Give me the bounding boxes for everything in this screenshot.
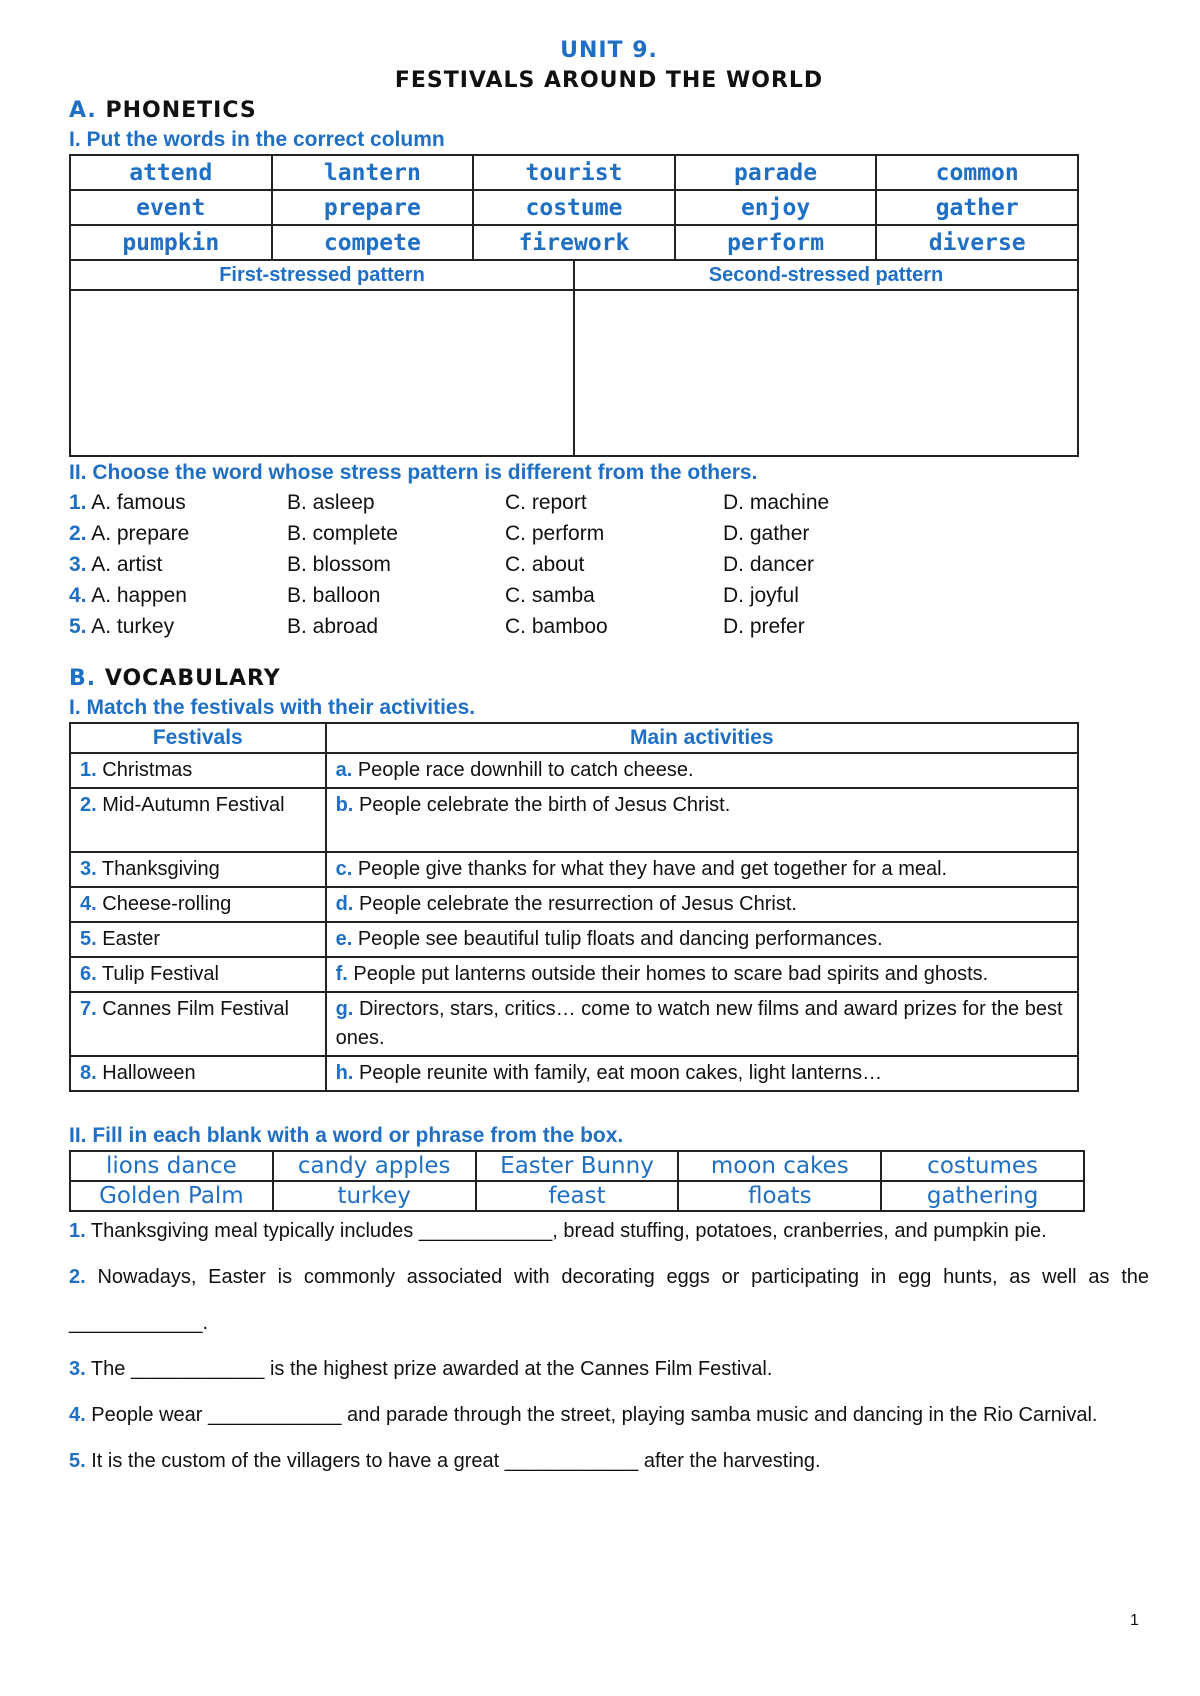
word-cell: attend xyxy=(70,155,272,190)
worksheet-page xyxy=(69,36,1149,1484)
sentence-number: 1. xyxy=(69,1220,86,1242)
sentence xyxy=(69,1254,1149,1346)
festivals-header: Festivals xyxy=(70,723,326,753)
option-c[interactable]: C. report xyxy=(505,491,587,514)
activity-text: People reunite with family, eat moon cakes, light lanterns… xyxy=(358,1062,883,1084)
sentence-text[interactable]: Thanksgiving meal typically includes ____________, bread stuffing, potatoes, cranberries, and pumpkin pie. xyxy=(90,1220,1047,1242)
box-word: moon cakes xyxy=(678,1151,881,1181)
festival-name: Cheese-rolling xyxy=(102,893,232,915)
option-c[interactable]: C. about xyxy=(505,553,585,576)
activity-letter: f. xyxy=(335,963,348,985)
words-table xyxy=(69,154,1079,261)
section-a-letter: A. xyxy=(69,98,97,123)
activity-letter: e. xyxy=(335,928,353,950)
festival-name: Christmas xyxy=(102,759,193,781)
festival-number: 3. xyxy=(80,858,97,880)
match-row xyxy=(70,922,1078,957)
activity-text: People celebrate the resurrection of Jesus Christ. xyxy=(358,893,797,915)
activity-text: People put lanterns outside their homes to scare bad spirits and ghosts. xyxy=(353,963,989,985)
sentence-text[interactable]: The ____________ is the highest prize awarded at the Cannes Film Festival. xyxy=(90,1358,773,1380)
second-stressed-header: Second-stressed pattern xyxy=(574,260,1078,290)
option-b[interactable]: B. complete xyxy=(287,522,398,545)
word-cell: pumpkin xyxy=(70,225,272,260)
section-b-name: VOCABULARY xyxy=(104,666,281,691)
activity-text: People give thanks for what they have and get together for a meal. xyxy=(357,858,948,880)
sentence-number: 5. xyxy=(69,1450,86,1472)
word-cell: tourist xyxy=(473,155,675,190)
activity-letter: a. xyxy=(335,759,353,781)
stress-questions xyxy=(69,487,1149,642)
first-stressed-header: First-stressed pattern xyxy=(70,260,574,290)
sentence xyxy=(69,1208,1149,1254)
sentence-text[interactable]: Nowadays, Easter is commonly associated with decorating eggs or participating in egg hunts, as well as the ____________. xyxy=(69,1266,1150,1334)
sentence-number: 2. xyxy=(69,1266,86,1288)
match-table xyxy=(69,722,1079,1092)
page-number: 1 xyxy=(1130,1612,1139,1629)
activity-text: People race downhill to catch cheese. xyxy=(357,759,694,781)
word-cell: gather xyxy=(876,190,1078,225)
activity-text: People see beautiful tulip floats and dancing performances. xyxy=(357,928,883,950)
second-stressed-answer-cell[interactable] xyxy=(574,290,1078,456)
option-b[interactable]: B. blossom xyxy=(287,553,391,576)
activity-letter: g. xyxy=(335,998,354,1020)
match-row xyxy=(70,788,1078,852)
match-row xyxy=(70,957,1078,992)
festival-number: 6. xyxy=(80,963,97,985)
option-d[interactable]: D. prefer xyxy=(723,615,805,638)
sentence-number: 3. xyxy=(69,1358,86,1380)
option-b[interactable]: B. abroad xyxy=(287,615,379,638)
box-word: costumes xyxy=(881,1151,1084,1181)
section-b-letter: B. xyxy=(69,666,97,691)
festival-number: 4. xyxy=(80,893,97,915)
option-c[interactable]: C. samba xyxy=(505,584,595,607)
box-word: Golden Palm xyxy=(70,1181,273,1211)
festival-number: 7. xyxy=(80,998,97,1020)
fill-in-sentences xyxy=(69,1208,1149,1484)
sentence-text[interactable]: People wear ____________ and parade through the street, playing samba music and dancing in the Rio Carnival. xyxy=(91,1404,1098,1426)
word-box-row xyxy=(70,1181,1084,1211)
festival-name: Cannes Film Festival xyxy=(102,998,289,1020)
match-row xyxy=(70,1056,1078,1091)
box-word: floats xyxy=(678,1181,881,1211)
option-a[interactable]: A. famous xyxy=(91,491,186,514)
word-cell: perform xyxy=(675,225,877,260)
words-row xyxy=(70,190,1078,225)
word-cell: parade xyxy=(675,155,877,190)
festival-number: 8. xyxy=(80,1062,97,1084)
option-b[interactable]: B. asleep xyxy=(287,491,375,514)
stress-pattern-table xyxy=(69,259,1079,457)
option-a[interactable]: A. happen xyxy=(91,584,187,607)
question-row xyxy=(69,611,1149,642)
option-b[interactable]: B. balloon xyxy=(287,584,381,607)
festival-number: 5. xyxy=(80,928,97,950)
question-row xyxy=(69,580,1149,611)
match-row xyxy=(70,992,1078,1056)
option-d[interactable]: D. machine xyxy=(723,491,830,514)
pattern-answer-row xyxy=(70,290,1078,456)
sentence xyxy=(69,1346,1149,1392)
option-c[interactable]: C. perform xyxy=(505,522,605,545)
option-d[interactable]: D. joyful xyxy=(723,584,799,607)
activity-letter: b. xyxy=(335,794,354,816)
box-word: gathering xyxy=(881,1181,1084,1211)
word-cell: enjoy xyxy=(675,190,877,225)
vocabulary-task-2-title: II. Fill in each blank with a word or phrase from the box. xyxy=(69,1124,624,1147)
word-cell: lantern xyxy=(272,155,474,190)
question-number: 1. xyxy=(69,491,87,514)
sentence xyxy=(69,1392,1149,1438)
option-d[interactable]: D. gather xyxy=(723,522,810,545)
first-stressed-answer-cell[interactable] xyxy=(70,290,574,456)
festival-name: Thanksgiving xyxy=(101,858,220,880)
festival-name: Halloween xyxy=(102,1062,196,1084)
word-box-row xyxy=(70,1151,1084,1181)
phonetics-task-1-title: I. Put the words in the correct column xyxy=(69,128,445,151)
option-c[interactable]: C. bamboo xyxy=(505,615,608,638)
word-cell: diverse xyxy=(876,225,1078,260)
box-word: feast xyxy=(476,1181,679,1211)
word-cell: event xyxy=(70,190,272,225)
match-row xyxy=(70,852,1078,887)
word-cell: compete xyxy=(272,225,474,260)
word-box-table xyxy=(69,1150,1085,1212)
match-row xyxy=(70,887,1078,922)
vocabulary-task-1-title: I. Match the festivals with their activities. xyxy=(69,696,476,719)
words-row xyxy=(70,225,1078,260)
option-a[interactable]: A. prepare xyxy=(91,522,190,545)
question-row xyxy=(69,487,1149,518)
question-number: 2. xyxy=(69,522,87,545)
sentence xyxy=(69,1438,1149,1484)
word-cell: common xyxy=(876,155,1078,190)
sentence-number: 4. xyxy=(69,1404,86,1426)
option-a[interactable]: A. artist xyxy=(91,553,163,576)
activity-text: Directors, stars, critics… come to watch new films and award prizes for the best ones. xyxy=(335,998,1063,1049)
festival-number: 1. xyxy=(80,759,97,781)
section-a-heading xyxy=(69,96,1149,126)
option-d[interactable]: D. dancer xyxy=(723,553,815,576)
activities-header: Main activities xyxy=(326,723,1078,753)
question-row xyxy=(69,518,1149,549)
section-b-heading xyxy=(69,664,1149,694)
section-a-name: PHONETICS xyxy=(105,98,257,123)
word-cell: prepare xyxy=(272,190,474,225)
sentence-text[interactable]: It is the custom of the villagers to have a great ____________ after the harvesting. xyxy=(91,1450,821,1472)
box-word: lions dance xyxy=(70,1151,273,1181)
box-word: candy apples xyxy=(273,1151,476,1181)
match-header-row xyxy=(70,723,1078,753)
festival-name: Mid-Autumn Festival xyxy=(102,794,285,816)
phonetics-task-2-title: II. Choose the word whose stress pattern is different from the others. xyxy=(69,461,758,484)
word-cell: firework xyxy=(473,225,675,260)
activity-letter: c. xyxy=(335,858,353,880)
option-a[interactable]: A. turkey xyxy=(91,615,175,638)
question-number: 4. xyxy=(69,584,87,607)
match-row xyxy=(70,753,1078,788)
box-word: Easter Bunny xyxy=(476,1151,679,1181)
festival-number: 2. xyxy=(80,794,97,816)
question-number: 3. xyxy=(69,553,87,576)
festival-name: Tulip Festival xyxy=(101,963,219,985)
unit-title: UNIT 9. xyxy=(560,38,658,63)
box-word: turkey xyxy=(273,1181,476,1211)
pattern-header-row xyxy=(70,260,1078,290)
words-row xyxy=(70,155,1078,190)
page-title: FESTIVALS AROUND THE WORLD xyxy=(394,68,824,93)
activity-text: People celebrate the birth of Jesus Christ. xyxy=(358,794,731,816)
question-row xyxy=(69,549,1149,580)
activity-letter: d. xyxy=(335,893,354,915)
festival-name: Easter xyxy=(102,928,161,950)
activity-letter: h. xyxy=(335,1062,354,1084)
question-number: 5. xyxy=(69,615,87,638)
word-cell: costume xyxy=(473,190,675,225)
